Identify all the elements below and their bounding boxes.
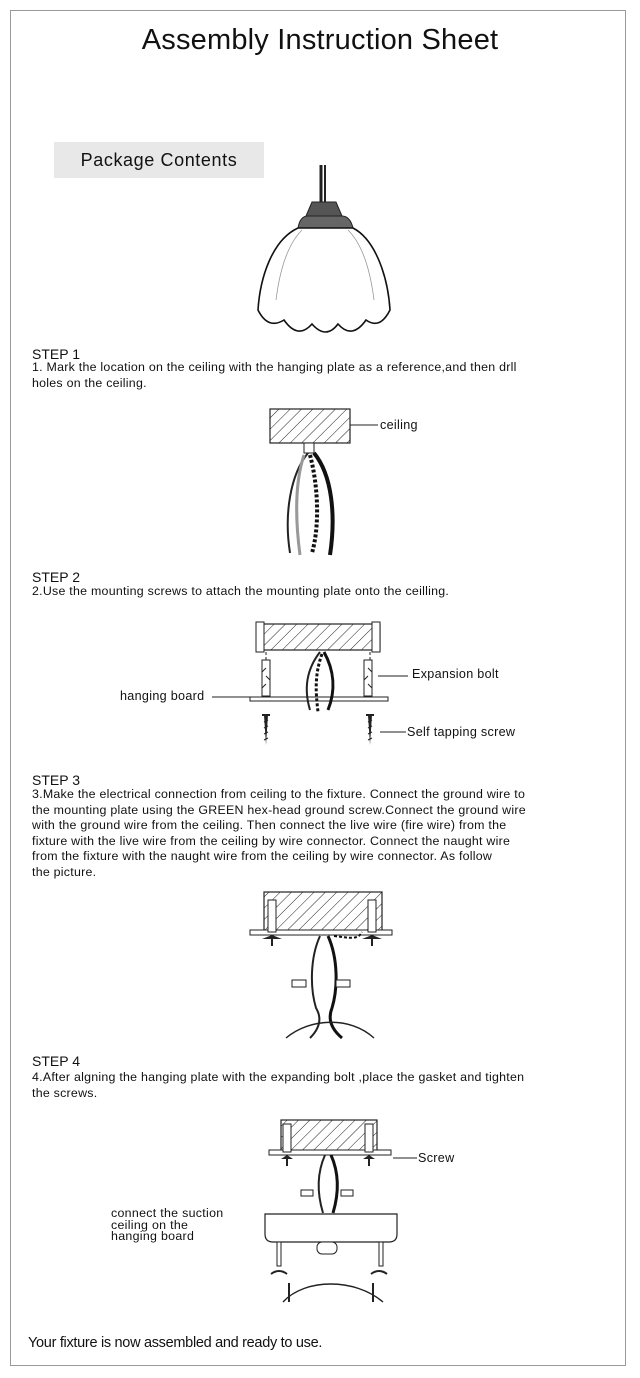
package-contents-box (54, 142, 264, 178)
ceiling-label: ceiling (380, 418, 418, 432)
package-contents-label: Package Contents (80, 149, 238, 170)
step-4-text: 4.After algning the hanging plate with the expanding bolt ,place the gasket and tighten the screws. (32, 1070, 525, 1100)
step-3-diagram (250, 888, 400, 1038)
screw-label: Screw (418, 1151, 455, 1165)
step-4-heading: STEP 4 (32, 1053, 80, 1069)
expansion-bolt-label: Expansion bolt (412, 667, 499, 681)
hanging-board-label: hanging board (120, 689, 205, 703)
step-3-heading: STEP 3 (32, 772, 80, 788)
self-tapping-screw-label: Self tapping screw (407, 725, 516, 739)
step-1-text: 1. Mark the location on the ceiling with the hanging plate as a reference,and then drll holes on the ceiling. (32, 360, 517, 390)
step-2-text: 2.Use the mounting screws to attach the mounting plate onto the ceilling. (32, 584, 450, 598)
step-4-diagram (255, 1118, 420, 1303)
lamp-illustration (250, 160, 400, 360)
connect-suction-label: connect the suction ceiling on the hanging board (111, 1206, 224, 1243)
step-2-diagram (210, 620, 410, 755)
step-1-diagram (260, 405, 380, 565)
step-3-text: 3.Make the electrical connection from ceiling to the fixture. Connect the ground wire to the mounting plate using the GREEN hex-head ground screw.Connect the ground wire with the ground wire from the ceiling. Then connect the live wire (fire wire) from the fixture with the live wire from the ceiling by wire connector. Connect the naught wire from the fixture with the naught wire from the ceiling by wire connector. As follow the picture. (32, 787, 526, 879)
step-1-heading: STEP 1 (32, 346, 80, 362)
footer-note: Your fixture is now assembled and ready to use. (28, 1335, 323, 1351)
step-2-heading: STEP 2 (32, 569, 80, 585)
page-title: Assembly Instruction Sheet (141, 24, 499, 56)
